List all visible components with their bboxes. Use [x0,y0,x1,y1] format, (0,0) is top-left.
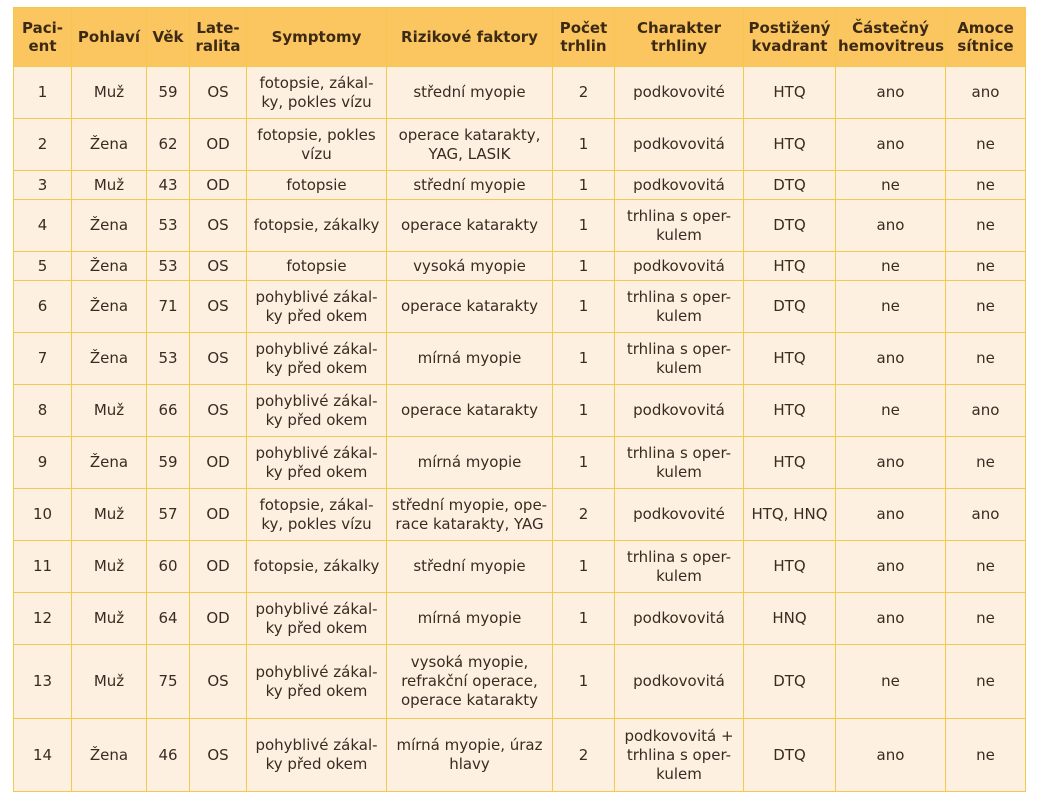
column-header: Počet trhlin [553,8,615,67]
table-cell: 64 [147,593,190,645]
table-cell: ne [946,593,1026,645]
table-cell: ne [836,281,946,333]
table-cell: 60 [147,541,190,593]
table-cell: trhlina s oper- kulem [615,541,744,593]
table-cell: 59 [147,67,190,119]
table-cell: ano [836,541,946,593]
table-cell: ne [946,719,1026,792]
table-cell: Muž [72,489,147,541]
table-cell: ano [946,67,1026,119]
table-cell: fotopsie, zákalky [247,200,387,252]
table-cell: 5 [14,252,72,281]
table-cell: vysoká myopie [387,252,553,281]
table-cell: DTQ [744,171,836,200]
table-cell: střední myopie [387,541,553,593]
table-cell: 1 [553,119,615,171]
table-cell: ano [836,333,946,385]
table-cell: operace katarakty [387,385,553,437]
table-cell: podkovovitá [615,385,744,437]
table-cell: fotopsie [247,252,387,281]
table-row [14,645,1026,719]
table-cell: 66 [147,385,190,437]
table-cell: 75 [147,645,190,719]
table-cell: vysoká myopie, refrakční operace, operace katarakty [387,645,553,719]
table-cell: OS [190,645,247,719]
table-cell: 46 [147,719,190,792]
table-cell: operace katarakty, YAG, LASIK [387,119,553,171]
table-cell: HTQ [744,437,836,489]
table-row [14,67,1026,119]
table-cell: ano [836,593,946,645]
table-row [14,171,1026,200]
table-cell: ne [946,645,1026,719]
table-cell: podkovovité [615,489,744,541]
table-cell: HTQ [744,67,836,119]
table-cell: Muž [72,385,147,437]
column-header: Rizikové faktory [387,8,553,67]
table-cell: OS [190,67,247,119]
table-cell: ano [836,489,946,541]
table-cell: 1 [553,252,615,281]
table-row [14,489,1026,541]
table-cell: 1 [553,541,615,593]
table-cell: 53 [147,252,190,281]
table-cell: střední myopie [387,67,553,119]
table-cell: podkovovitá [615,119,744,171]
table-cell: 57 [147,489,190,541]
table-cell: mírná myopie, úraz hlavy [387,719,553,792]
table-cell: podkovovité [615,67,744,119]
table-row [14,119,1026,171]
table-cell: podkovovitá [615,593,744,645]
table-cell: Muž [72,645,147,719]
table-row [14,385,1026,437]
table-cell: ne [946,119,1026,171]
table-row [14,541,1026,593]
table-cell: ne [946,200,1026,252]
table-cell: trhlina s oper- kulem [615,200,744,252]
table-cell: mírná myopie [387,593,553,645]
table-row [14,252,1026,281]
table-cell: 10 [14,489,72,541]
table-cell: pohyblivé zákal- ky před okem [247,593,387,645]
table-cell: podkovovitá [615,171,744,200]
table-cell: 1 [553,593,615,645]
table-cell: fotopsie, zákalky [247,541,387,593]
table-cell: ano [836,200,946,252]
table-cell: 62 [147,119,190,171]
table-header-row [14,8,1026,67]
table-cell: 12 [14,593,72,645]
table-cell: DTQ [744,281,836,333]
table-cell: operace katarakty [387,281,553,333]
table-cell: pohyblivé zákal- ky před okem [247,437,387,489]
table-row [14,437,1026,489]
table-cell: trhlina s oper- kulem [615,281,744,333]
table-cell: 1 [14,67,72,119]
table-cell: 1 [553,385,615,437]
table-row [14,719,1026,792]
table-cell: 2 [553,719,615,792]
table-cell: 53 [147,200,190,252]
table-cell: 1 [553,281,615,333]
column-header: Věk [147,8,190,67]
table-cell: 2 [553,67,615,119]
table-cell: 1 [553,171,615,200]
table-cell: OS [190,719,247,792]
table-cell: OS [190,385,247,437]
table-cell: Žena [72,281,147,333]
table-cell: OD [190,593,247,645]
table-cell: fotopsie, pokles vízu [247,119,387,171]
table-cell: Žena [72,200,147,252]
table-cell: HTQ [744,252,836,281]
table-cell: ano [836,119,946,171]
table-cell: ne [946,252,1026,281]
table-cell: Muž [72,541,147,593]
table-cell: trhlina s oper- kulem [615,437,744,489]
table-row [14,200,1026,252]
table-cell: Žena [72,437,147,489]
table-cell: 4 [14,200,72,252]
table-cell: trhlina s oper- kulem [615,333,744,385]
table-cell: ano [946,489,1026,541]
table-cell: podkovovitá [615,252,744,281]
table-cell: OS [190,252,247,281]
table-row [14,333,1026,385]
column-header: Amoce sítnice [946,8,1026,67]
table-cell: 53 [147,333,190,385]
table-cell: DTQ [744,200,836,252]
table-cell: pohyblivé zákal- ky před okem [247,281,387,333]
table-cell: Žena [72,719,147,792]
table-cell: OS [190,333,247,385]
column-header: Paci- ent [14,8,72,67]
table-cell: 6 [14,281,72,333]
table-cell: ne [836,171,946,200]
table-cell: OD [190,489,247,541]
table-cell: ne [836,645,946,719]
table-cell: ne [946,541,1026,593]
column-header: Symptomy [247,8,387,67]
table-cell: 9 [14,437,72,489]
column-header: Charakter trhliny [615,8,744,67]
table-cell: 1 [553,200,615,252]
table-cell: pohyblivé zákal- ky před okem [247,333,387,385]
table-cell: DTQ [744,719,836,792]
table-cell: operace katarakty [387,200,553,252]
table-cell: DTQ [744,645,836,719]
table-cell: HNQ [744,593,836,645]
table-cell: fotopsie, zákal- ky, pokles vízu [247,67,387,119]
table-cell: ano [836,67,946,119]
table-cell: OD [190,437,247,489]
table-cell: 13 [14,645,72,719]
table-row [14,281,1026,333]
table-cell: Muž [72,171,147,200]
table-cell: 11 [14,541,72,593]
table-cell: ne [836,252,946,281]
table-cell: ne [946,437,1026,489]
column-header: Late- ralita [190,8,247,67]
table-cell: 2 [553,489,615,541]
column-header: Postižený kvadrant [744,8,836,67]
table-cell: OS [190,200,247,252]
table-cell: střední myopie [387,171,553,200]
table-cell: ano [836,437,946,489]
table-cell: pohyblivé zákal- ky před okem [247,645,387,719]
table-cell: 59 [147,437,190,489]
table-cell: pohyblivé zákal- ky před okem [247,719,387,792]
table-cell: HTQ, HNQ [744,489,836,541]
table-cell: OS [190,281,247,333]
table-cell: Muž [72,593,147,645]
table-cell: 8 [14,385,72,437]
table-cell: Muž [72,67,147,119]
table-cell: 1 [553,333,615,385]
table-cell: HTQ [744,119,836,171]
table-cell: OD [190,171,247,200]
table-cell: mírná myopie [387,333,553,385]
patient-table [13,7,1026,792]
table-cell: 3 [14,171,72,200]
table-cell: OD [190,541,247,593]
table-cell: 14 [14,719,72,792]
table-cell: podkovovitá [615,645,744,719]
table-cell: ne [946,281,1026,333]
table-row [14,593,1026,645]
table-cell: ano [836,719,946,792]
table-cell: fotopsie, zákal- ky, pokles vízu [247,489,387,541]
table-cell: 2 [14,119,72,171]
table-cell: mírná myopie [387,437,553,489]
table-body [14,67,1026,792]
table-cell: Žena [72,333,147,385]
table-cell: ne [946,171,1026,200]
table-cell: střední myopie, ope- race katarakty, YAG [387,489,553,541]
table-cell: 1 [553,645,615,719]
table-cell: podkovovitá + trhlina s oper- kulem [615,719,744,792]
table-cell: HTQ [744,541,836,593]
table-cell: HTQ [744,333,836,385]
table-cell: 43 [147,171,190,200]
table-cell: 71 [147,281,190,333]
table-cell: ano [946,385,1026,437]
table-cell: Žena [72,252,147,281]
table-cell: OD [190,119,247,171]
table-cell: ne [836,385,946,437]
table-cell: 7 [14,333,72,385]
table-cell: 1 [553,437,615,489]
table-cell: Žena [72,119,147,171]
table-cell: ne [946,333,1026,385]
table-container [13,7,1026,792]
column-header: Částečný hemovitreus [836,8,946,67]
table-cell: fotopsie [247,171,387,200]
table-cell: pohyblivé zákal- ky před okem [247,385,387,437]
table-cell: HTQ [744,385,836,437]
column-header: Pohlaví [72,8,147,67]
